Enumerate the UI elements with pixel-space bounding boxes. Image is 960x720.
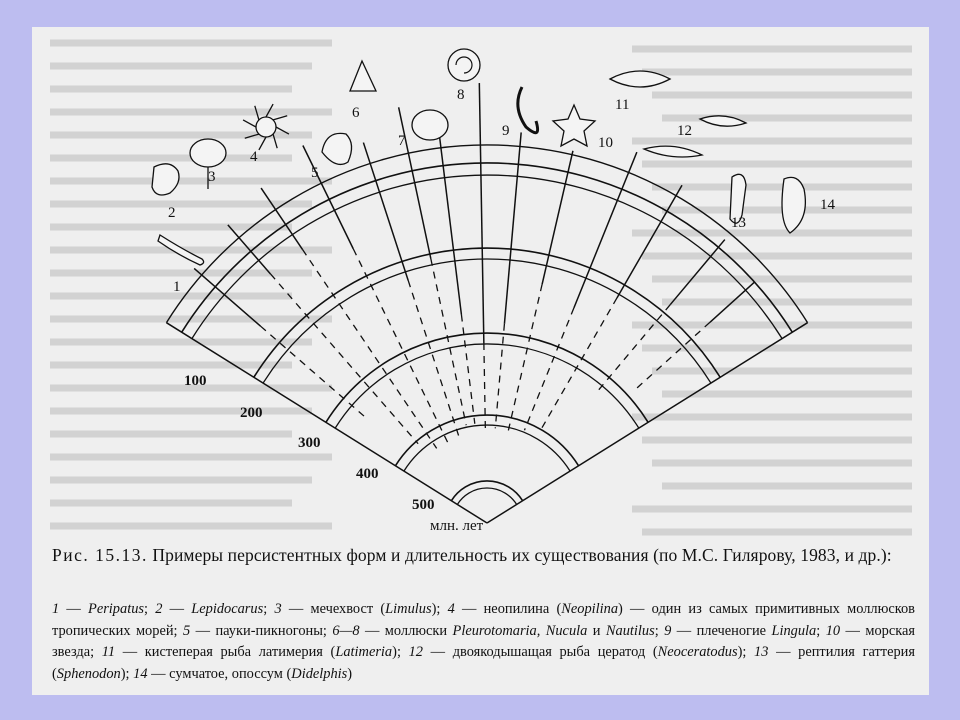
ray-solid bbox=[504, 132, 521, 323]
legend-name: рептилия гаттерия ( bbox=[52, 644, 915, 682]
legend-number: 13 bbox=[754, 644, 769, 660]
legend-latin-name: Neopilina bbox=[561, 601, 619, 617]
axis-unit-label: млн. лет bbox=[430, 518, 484, 534]
legend-number: 9 bbox=[664, 622, 672, 639]
form-number-13: 13 bbox=[731, 215, 746, 231]
pycnogonid-drawing bbox=[322, 133, 352, 164]
time-scale-labels bbox=[184, 373, 435, 513]
ray-solid bbox=[479, 83, 484, 343]
ray-dashed bbox=[540, 298, 618, 432]
scale-label-500: 500 bbox=[412, 497, 435, 513]
scale-label-200: 200 bbox=[240, 405, 263, 421]
lingula-drawing bbox=[518, 87, 538, 133]
ray-dashed bbox=[495, 324, 504, 429]
legend-separator: ; bbox=[125, 665, 134, 682]
band-inner-arc bbox=[457, 488, 516, 504]
legend-separator: ; bbox=[816, 622, 826, 639]
legend-name: неопилина ( bbox=[483, 601, 562, 617]
legend-number: 2 bbox=[155, 601, 163, 617]
opossum-drawing bbox=[782, 177, 805, 233]
figure-number: Рис. 15.13. bbox=[52, 545, 148, 565]
figure-legend bbox=[52, 599, 915, 685]
legend-separator: ; bbox=[436, 601, 448, 617]
ray-dashed bbox=[636, 322, 710, 389]
persistence-fan-diagram bbox=[32, 27, 929, 547]
ray-dashed bbox=[508, 284, 542, 430]
legend-number: 10 bbox=[825, 622, 841, 639]
legend-tail: ) bbox=[392, 644, 397, 660]
legend-separator: ; bbox=[654, 622, 665, 639]
legend-item: 5 — пауки-пикногоны; bbox=[182, 622, 333, 639]
legend-latin-name: Sphenodon bbox=[56, 665, 121, 682]
legend-item: 14 — сумчатое, опоссум (Didelphis) bbox=[133, 665, 353, 682]
legend-name: кистеперая рыба латимерия ( bbox=[144, 644, 336, 660]
legend-name: Lepidocarus bbox=[191, 601, 264, 617]
form-number-11: 11 bbox=[615, 97, 630, 113]
legend-number: 5 bbox=[182, 622, 191, 639]
ceratodus-drawing-2 bbox=[644, 146, 702, 157]
neopilina-leg bbox=[243, 120, 256, 127]
legend-name: морская звезда bbox=[52, 622, 916, 660]
form-number-14: 14 bbox=[820, 197, 835, 213]
band-outer-arc bbox=[254, 248, 720, 377]
legend-number: 6—8 bbox=[332, 622, 360, 639]
legend-tail: ) bbox=[737, 644, 743, 660]
limulus-drawing bbox=[190, 139, 226, 167]
nautilus-drawing bbox=[448, 49, 480, 81]
neopilina-leg bbox=[259, 137, 266, 150]
legend-name: сумчатое, опоссум ( bbox=[169, 665, 292, 682]
ray-dashed bbox=[431, 259, 466, 425]
legend-latin-name: Didelphis bbox=[291, 665, 348, 682]
legend-number: 14 bbox=[133, 665, 148, 682]
legend-name: Peripatus bbox=[88, 601, 144, 617]
scale-label-400: 400 bbox=[356, 466, 379, 482]
legend-item: 1 — Peripatus; bbox=[52, 601, 156, 617]
legend-item: 10 — морская звезда; bbox=[52, 622, 916, 660]
legend-separator: ; bbox=[396, 644, 409, 660]
legend-tail: и bbox=[587, 622, 606, 639]
neopilina-drawing bbox=[256, 117, 276, 137]
legend-item: 4 — неопилина (Neopilina) — один из самых примитивных моллюсков тропических морей; bbox=[52, 601, 915, 639]
scale-label-100: 100 bbox=[184, 373, 207, 389]
legend-name: двоякодышащая рыба цератод ( bbox=[452, 644, 658, 660]
form-number-4: 4 bbox=[250, 149, 258, 165]
legend-item: 9 — плеченогие Lingula; bbox=[664, 622, 826, 639]
form-number-10: 10 bbox=[598, 135, 613, 151]
form-number-12: 12 bbox=[677, 123, 692, 139]
ray-dashed bbox=[261, 326, 367, 418]
legend-tail: ) bbox=[120, 665, 126, 682]
ray-dashed bbox=[271, 274, 419, 444]
book-page bbox=[32, 27, 929, 695]
legend-name: моллюски bbox=[384, 622, 453, 639]
legend-separator: ; bbox=[742, 644, 755, 660]
pleurotomaria-drawing bbox=[350, 61, 376, 91]
legend-item: 6—8 — моллюски Pleurotomaria, Nucula и Nautilus; bbox=[332, 622, 665, 639]
legend-tail: ) — один из самых примитивных моллюсков тропических морей bbox=[52, 601, 915, 639]
legend-item: 12 — двоякодышащая рыба цератод (Neoceratodus); bbox=[408, 644, 755, 660]
legend-name: плеченогие bbox=[696, 622, 772, 639]
legend-number: 12 bbox=[408, 644, 423, 660]
legend-latin-name: Lingula bbox=[771, 622, 817, 639]
ray-solid bbox=[670, 240, 725, 305]
ray-solid bbox=[363, 143, 408, 281]
legend-separator: ; bbox=[322, 622, 333, 639]
legend-latin-name: Latimeria bbox=[335, 644, 393, 660]
form-number-7: 7 bbox=[398, 133, 406, 149]
legend-number: 3 bbox=[274, 601, 282, 617]
figure-caption bbox=[52, 543, 913, 567]
form-number-8: 8 bbox=[457, 87, 465, 103]
form-number-2: 2 bbox=[168, 205, 176, 221]
form-number-5: 5 bbox=[311, 165, 319, 181]
legend-number: 4 bbox=[447, 601, 455, 617]
legend-number: 1 bbox=[52, 601, 60, 617]
legend-tail: ) bbox=[431, 601, 437, 617]
legend-separator: ; bbox=[263, 601, 275, 617]
fan-edge bbox=[166, 323, 487, 523]
band-outer-arc bbox=[395, 415, 578, 466]
fan-edge bbox=[487, 323, 808, 523]
nucula-drawing bbox=[412, 110, 448, 140]
form-number-6: 6 bbox=[352, 105, 360, 121]
legend-number: 11 bbox=[101, 644, 116, 660]
figure-title: Примеры персистентных форм и длительность их существования (по М.С. Гилярову, 1983, и др.): bbox=[152, 545, 892, 565]
legend-separator: ; bbox=[173, 622, 183, 639]
legend-latin-name: Pleurotomaria, Nucula bbox=[452, 622, 588, 639]
scale-label-300: 300 bbox=[298, 435, 321, 451]
starfish-drawing bbox=[553, 105, 595, 146]
legend-name: мечехвост ( bbox=[310, 601, 386, 617]
legend-separator: ; bbox=[90, 644, 102, 660]
form-number-9: 9 bbox=[502, 123, 510, 139]
ray-dashed bbox=[353, 249, 447, 442]
band-outer-arc bbox=[326, 333, 648, 422]
ray-dashed bbox=[461, 315, 474, 424]
form-number-3: 3 bbox=[208, 169, 216, 185]
legend-separator: ; bbox=[144, 601, 156, 617]
form-number-1: 1 bbox=[173, 279, 181, 295]
ray-dashed bbox=[302, 249, 436, 448]
ray-solid bbox=[542, 151, 573, 284]
legend-tail: ) bbox=[347, 665, 353, 682]
legend-latin-name: Neoceratodus bbox=[657, 644, 738, 660]
ray-solid bbox=[439, 134, 461, 315]
legend-item: 11 — кистеперая рыба латимерия (Latimeria); bbox=[101, 644, 409, 660]
legend-item: 2 — Lepidocarus; bbox=[155, 601, 275, 617]
lepidocarus-drawing bbox=[152, 164, 179, 195]
legend-latin-name: Limulus bbox=[385, 601, 432, 617]
neopilina-leg bbox=[273, 116, 287, 120]
legend-name: пауки-пикногоны bbox=[215, 622, 323, 639]
legend-item: 13 — рептилия гаттерия (Sphenodon); bbox=[52, 644, 915, 682]
legend-item: 3 — мечехвост (Limulus); bbox=[274, 601, 448, 617]
legend-latin-name: Nautilus bbox=[605, 622, 655, 639]
